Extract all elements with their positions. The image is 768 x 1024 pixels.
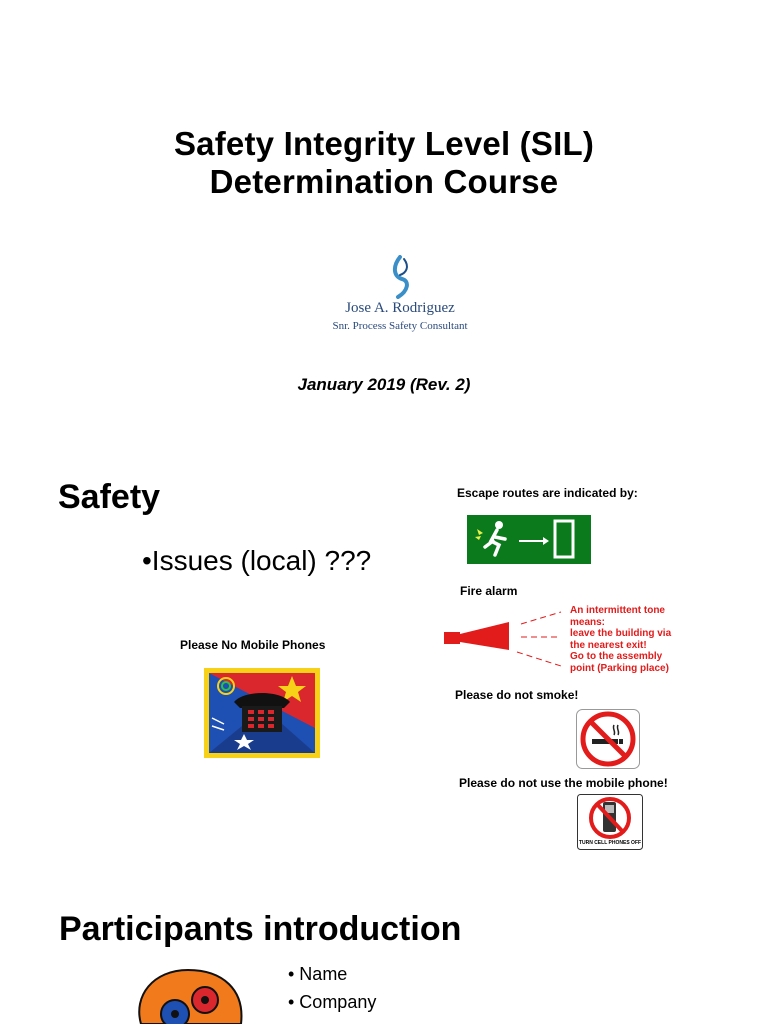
participants-heading: Participants introduction (59, 910, 462, 948)
head-gears-clipart-icon (133, 966, 248, 1024)
safety-bullet: •Issues (local) ??? (142, 545, 372, 576)
author-role: Snr. Process Safety Consultant (332, 320, 468, 332)
telephone-clipart-icon (204, 668, 320, 758)
fire-alarm-caption: Fire alarm (460, 584, 518, 598)
fire-alarm-note-line: the nearest exit! (570, 639, 647, 651)
title-line-2: Determination Course (209, 163, 559, 200)
fire-alarm-horn-icon (443, 610, 568, 670)
list-item: • Company (288, 992, 377, 1012)
escape-caption: Escape routes are indicated by: (457, 486, 638, 500)
no-smoke-caption: Please do not smoke! (455, 688, 579, 702)
no-mobile-caption: Please No Mobile Phones (180, 638, 326, 652)
document-date: January 2019 (Rev. 2) (297, 375, 471, 394)
no-smoking-sign-icon (576, 709, 640, 769)
author-name: Jose A. Rodriguez (345, 300, 455, 316)
emergency-exit-sign-icon (467, 515, 591, 564)
list-item: • Name (288, 964, 348, 984)
safety-heading: Safety (58, 478, 161, 516)
participants-list (288, 960, 376, 1016)
fire-alarm-note-line: means: (570, 616, 606, 628)
author-logo-icon (390, 255, 414, 299)
fire-alarm-note-line: An intermittent tone (570, 605, 665, 616)
fire-alarm-note (570, 605, 710, 674)
fire-alarm-note-line: leave the building via (570, 628, 672, 639)
fire-alarm-note-line: point (Parking place) (570, 662, 669, 674)
title-line-1: Safety Integrity Level (SIL) (173, 125, 595, 162)
no-phone-caption: Please do not use the mobile phone! (459, 776, 668, 790)
phone-sign-text: TURN CELL PHONES OFF (578, 840, 642, 846)
fire-alarm-note-line: Go to the assembly (570, 651, 663, 662)
